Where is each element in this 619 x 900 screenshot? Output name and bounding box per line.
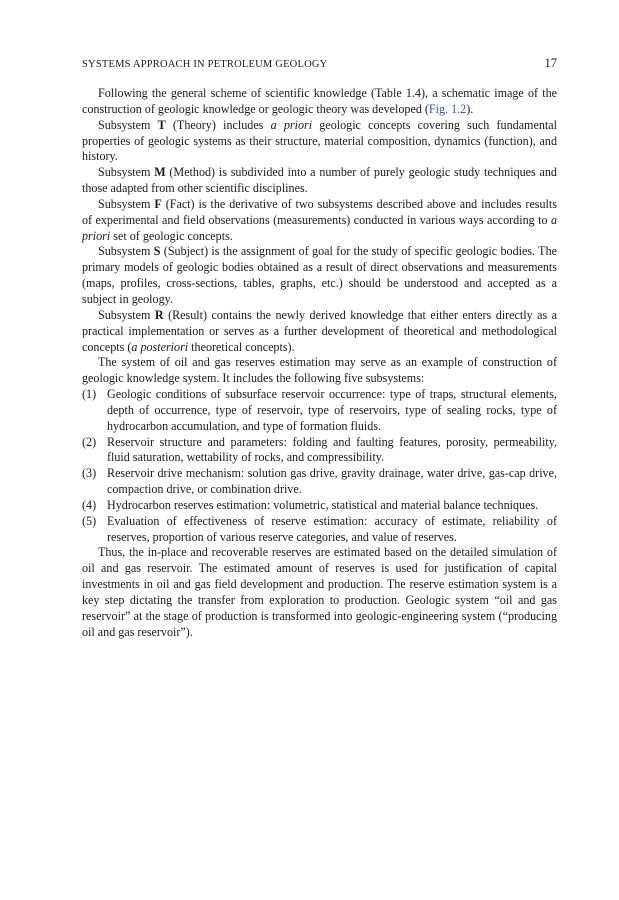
list-item-number: (1) [82, 387, 97, 402]
list-item-text: Reservoir structure and parameters: folding and faulting features, porosity, permeability, fluid saturation, wettability of rocks, and compressibility. [107, 434, 557, 465]
list-item-text: Evaluation of effectiveness of reserve estimation: accuracy of estimate, reliability of reserves, proportion of various reserve categories, and value of reserves. [107, 513, 557, 544]
list-item-text: Hydrocarbon reserves estimation: volumetric, statistical and material balance techniques. [107, 497, 539, 512]
list-item [82, 514, 557, 546]
list-item [82, 466, 557, 498]
paragraph-reserves-intro: The system of oil and gas reserves estimation may serve as an example of construction of geologic knowledge system. It includes the following five subsystems: [82, 355, 557, 386]
paragraph-subsystem-s: Subsystem S (Subject) is the assignment of goal for the study of specific geologic bodies. The primary models of geologic bodies obtained as a result of direct observations and measurements (maps, profiles, cross-sections, tables, graphs, etc.) should be understood and accepted as a subject in geology. [82, 244, 557, 306]
list-item-number: (5) [82, 513, 97, 528]
list-item [82, 498, 557, 514]
running-head [82, 56, 557, 71]
paragraph-subsystem-t: Subsystem T (Theory) includes a priori geologic concepts covering such fundamental properties of geologic systems as their structure, material composition, dynamics (function), and history. [82, 117, 557, 164]
paragraph-subsystem-m: Subsystem M (Method) is subdivided into a number of purely geologic study techniques and those adapted from other scientific disciplines. [82, 165, 557, 196]
figure-link[interactable]: Fig. 1.2 [428, 101, 467, 116]
text-body [82, 86, 557, 641]
paragraph-conclusion: Thus, the in-place and recoverable reserves are estimated based on the detailed simulation of oil and gas reservoir. The estimated amount of reserves is used for justification of capital investments in oil and gas field development and production. The reserve estimation system is a key step dictating the transfer from exploration to production. Geologic system “oil and gas reservoir” at the stage of production is transformed into geologic-engineering system (“producing oil and gas reservoir”). [82, 545, 557, 639]
paragraph-subsystem-f: Subsystem F (Fact) is the derivative of two subsystems described above and includes results of experimental and field observations (measurements) conducted in various ways according to a priori set of geologic concepts. [82, 196, 557, 243]
list-item-text: Geologic conditions of subsurface reservoir occurrence: type of traps, structural elements, depth of occurrence, type of reservoir, type of reservoirs, type of sealing rocks, type of hydrocarbon accumulation, and type of formation fluids. [107, 387, 557, 433]
subsystem-list [82, 387, 557, 545]
list-item-number: (2) [82, 434, 97, 449]
list-item-number: (3) [82, 466, 97, 481]
page-number: 17 [544, 56, 557, 70]
paragraph-subsystem-r: Subsystem R (Result) contains the newly derived knowledge that either enters directly as a practical implementation or serves as a further development of theoretical and methodological concepts (a posteriori theoretical concepts). [82, 307, 557, 354]
running-title: SYSTEMS APPROACH IN PETROLEUM GEOLOGY [82, 59, 328, 70]
list-item-text: Reservoir drive mechanism: solution gas drive, gravity drainage, water drive, gas-cap drive, compaction drive, or combination drive. [107, 466, 557, 497]
list-item [82, 387, 557, 435]
paragraph-1: Following the general scheme of scientific knowledge (Table 1.4), a schematic image of the construction of geologic knowledge or geologic theory was developed (Fig. 1.2). [82, 86, 557, 116]
list-item [82, 435, 557, 467]
list-item-number: (4) [82, 497, 97, 512]
